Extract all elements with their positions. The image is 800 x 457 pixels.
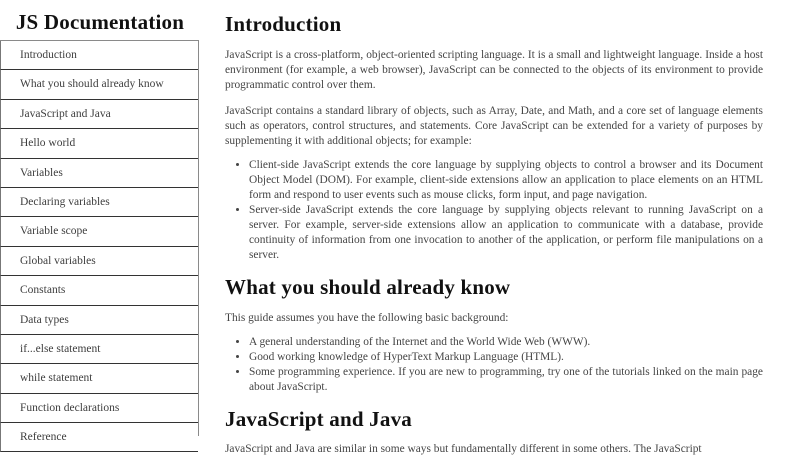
nav-link-what-you-should-already-know[interactable]: What you should already know [0,70,198,99]
nav-link-global-variables[interactable]: Global variables [0,247,198,276]
list-item: • Some programming experience. If you are new to programming, try one of the tutorials linked on the main page about JavaScript. [249,365,763,395]
nav-link-reference[interactable]: Reference [0,423,198,452]
paragraph: JavaScript is a cross-platform, object-oriented scripting language. It is a small and lightweight language. Inside a host environment (for example, a web browser), JavaScript can be connected to the objects of its environment to provide programmatic control over them. [225,49,763,91]
navbar-title: JS Documentation [15,10,185,34]
section-heading: Introduction [225,12,342,36]
nav-link-variables[interactable]: Variables [0,159,198,188]
nav-link-hello-world[interactable]: Hello world [0,129,198,158]
section-heading: What you should already know [225,275,511,299]
nav-link-constants[interactable]: Constants [0,276,198,305]
bullet-list [225,335,763,395]
bullet-list [225,158,763,263]
paragraph: This guide assumes you have the following basic background: [225,312,509,324]
nav-link-while-statement[interactable]: while statement [0,364,198,393]
paragraph: JavaScript contains a standard library of objects, such as Array, Date, and Math, and a core set of language elements such as operators, control structures, and statements. Core JavaScript can be extended for a variety of purposes by supplementing it with additional objects; for example: [225,105,763,147]
nav-link-list[interactable] [0,40,199,444]
nav-link-variable-scope[interactable]: Variable scope [0,217,198,246]
list-item: • Good working knowledge of HyperText Markup Language (HTML). [249,350,763,365]
nav-link-javascript-and-java[interactable]: JavaScript and Java [0,100,198,129]
navbar [0,0,200,450]
nav-link-data-types[interactable]: Data types [0,306,198,335]
section-heading: JavaScript and Java [225,407,412,431]
list-item: • Server-side JavaScript extends the core language by supplying objects relevant to running JavaScript on a server. For example, server-side extensions allow an application to communicate with a database, provide continuity of information from one invocation to another of the application, or perform file manipulations on a server. [249,203,763,263]
nav-link-if-else-statement[interactable]: if...else statement [0,335,198,364]
list-item: • Client-side JavaScript extends the core language by supplying objects to control a browser and its Document Object Model (DOM). For example, client-side extensions allow an application to place elements on an HTML form and respond to user events such as mouse clicks, form input, and page navigation. [249,158,763,203]
paragraph: JavaScript and Java are similar in some ways but fundamentally different in some others. The JavaScript [225,443,702,455]
list-item: • A general understanding of the Internet and the World Wide Web (WWW). [249,335,763,350]
nav-link-function-declarations[interactable]: Function declarations [0,394,198,423]
nav-link-declaring-variables[interactable]: Declaring variables [0,188,198,217]
nav-link-introduction[interactable]: Introduction [0,41,198,70]
